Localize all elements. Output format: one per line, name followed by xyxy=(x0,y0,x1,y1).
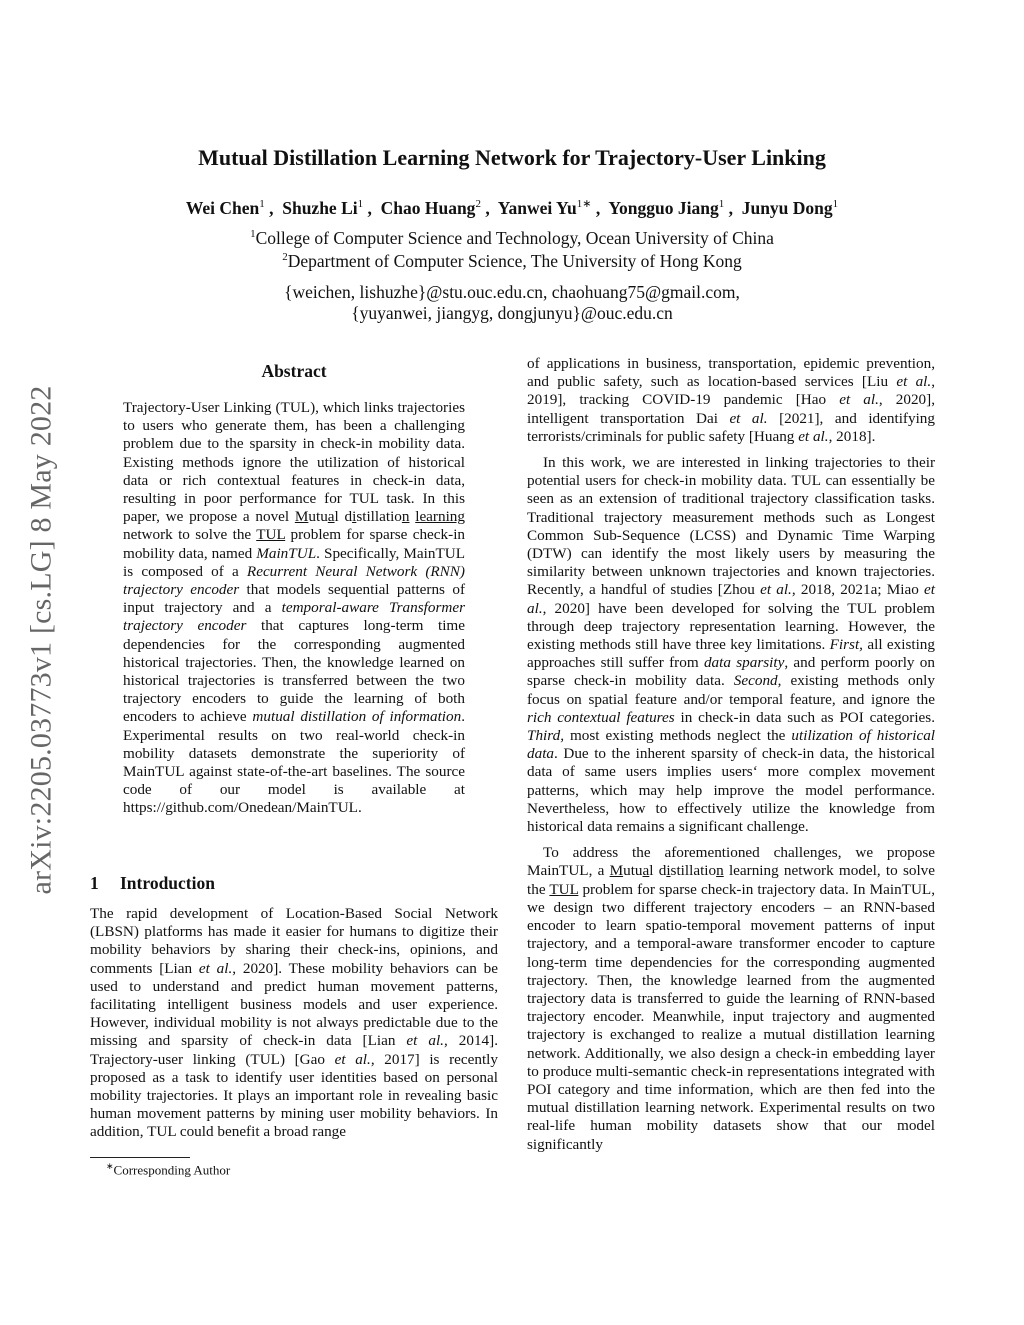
author-affiliation-mark: 1 xyxy=(357,198,364,210)
right-column-text: of applications in business, transportation, epidemic prevention, and public safety, such as location-based services [Liu et al., 2019], tracking COVID-19 pandemic [Hao et al., 2020], intelligent transportation Dai et al. [2021], and identifying terrorists/criminals for public safety [Huang et al., 2018]. In this work, we are interested in linking trajectories to their potential users for check-in mobility data. TUL can essentially be seen as an extension of traditional trajectory classification tasks. Traditional trajectory measurement methods such as Longest Common Sub-Sequence (LCSS) and Dynamic Time Warping (DTW) can identify the most likely users by measuring the similarity between unknown trajectories and known trajectories. Recently, a handful of studies [Zhou et al., 2018, 2021a; Miao et al., 2020] have been developed for solving the TUL problem through deep trajectory representation learning. However, the existing methods still have three key limitations. First, all existing approaches still suffer from data sparsity, and perform poorly on sparse check-in mobility data. Second, existing methods only focus on spatial feature and/or temporal feature, and ignore the rich contextual features in check-in data such as POI categories. Third, most existing methods neglect the utilization of historical data. Due to the inherent sparsity of check-in data, the historical data of same users implies users‘ more complex movement patterns, which may help improve the model performance. Nevertheless, how to effectively utilize the knowledge from historical data remains a significant challenge. To address the aforementioned challenges, we propose MainTUL, a Mutual distillation learning network model, to solve the TUL problem for sparse check-in trajectory data. In MainTUL, we design two different trajectory encoders – an RNN-based encoder to learn spatio-temporal movement patterns of input trajectory, and a temporal-aware transformer encoder to capture long-term time dependencies for the corresponding augmented trajectory. Then, the knowledge learned from the augmented trajectory data is transferred to guide the learning of RNN-based trajectory encoder. Meanwhile, input trajectory and augmented trajectory is exchanged to realize a mutual distillation learning network. Additionally, we also design a check-in embedding layer to produce multi-semantic check-in representations integrated with POI category and time information, which are then fed into the mutual distillation learning network. Experimental results on two real-life human mobility datasets show that our model significantly xyxy=(527,355,936,1153)
author-affiliation-mark: 1 xyxy=(832,198,839,210)
affiliation-mark: 2 xyxy=(282,251,288,264)
author-affiliation-mark: 1∗ xyxy=(576,198,592,210)
footnote-divider xyxy=(90,1157,190,1158)
abstract-text: Trajectory-User Linking (TUL), which links trajectories to users who generate them, has been a challenging problem due to the sparsity in check-in mobility data. Existing methods ignore the utilization of historical data or rich contextual features in check-in data, resulting in poor performance for TUL task. In this paper, we propose a novel Mutual distillation learning network to solve the TUL problem for sparse check-in mobility data, named MainTUL. Specifically, MainTUL is composed of a Recurrent Neural Network (RNN) trajectory encoder that models sequential patterns of input trajectory and a temporal-aware Transformer trajectory encoder that captures long-term time dependencies for the corresponding augmented historical trajectories. Then, the knowledge learned on historical trajectories is transferred between the two trajectory encoders to guide the learning of both encoders to achieve mutual distillation of information. Experimental results on two real-world check-in mobility datasets demonstrate the superiority of MainTUL against state-of-the-art baselines. The source code of our model is available at https://github.com/Onedean/MainTUL. xyxy=(123,399,466,817)
distillation-word: distillation xyxy=(344,508,410,526)
arxiv-identifier xyxy=(16,350,66,930)
affiliation xyxy=(0,228,1024,249)
author-list: Wei Chen$^1$ , Shuzhe Li$^1$ , Chao Huang$^2$ , Yanwei $Yu^{1∗}$ , Yongguo Jiang$^1$ , Junyu Dong$^1$ xyxy=(185,197,839,218)
affiliation-mark: 1 xyxy=(250,228,256,241)
section-title: Introduction xyxy=(120,873,215,893)
section-heading-introduction xyxy=(90,873,215,894)
author-name: Wei Chen xyxy=(185,197,260,218)
footnote-mark: ∗ xyxy=(106,1161,114,1171)
underlined-learning: learning xyxy=(415,508,465,526)
author-name: Yongguo Jiang xyxy=(608,197,719,218)
introduction-text: The rapid development of Location-Based Social Network (LBSN) platforms has made it easier for humans to digitize their mobility behaviors by sharing their check-ins, opinions, and comments [Lian et al., 2020]. These mobility behaviors can be used to understand and predict human movement patterns, facilitating intelligent business models and user experience. However, individual mobility is not always predictable due to the missing and sparsity of check-in data [Lian et al., 2014]. Trajectory-user linking (TUL) [Gao et al., 2017] is recently proposed as a task to identify user identities based on personal mobility trajectories. It plays an important role in revealing basic human movement patterns by mining user mobility behaviors. In addition, TUL could benefit a broad range xyxy=(90,905,498,1141)
section-number: 1 xyxy=(90,873,99,893)
author-emails: {yuyanwei, jiangyg, dongjunyu}@ouc.edu.cn xyxy=(351,303,673,323)
author-affiliation-mark: 2 xyxy=(475,198,481,210)
author-name: Junyu Dong xyxy=(741,197,833,218)
affiliation-text: College of Computer Science and Technology, Ocean University of China xyxy=(255,228,774,248)
author-affiliation-mark: 1 xyxy=(259,198,265,210)
footnote xyxy=(106,1161,230,1178)
author-affiliation-mark: 1 xyxy=(718,198,725,210)
author-emails: {weichen, lishuzhe}@stu.ouc.edu.cn, chaohuang75@gmail.com, xyxy=(284,282,740,302)
underlined-tul: TUL xyxy=(256,526,286,544)
affiliation-text: Department of Computer Science, The University of Hong Kong xyxy=(287,251,742,271)
paper-title: Mutual Distillation Learning Network for Trajectory-User Linking xyxy=(198,145,826,170)
abstract-heading: Abstract xyxy=(261,361,327,381)
footnote-text: Corresponding Author xyxy=(113,1162,231,1178)
author-name: Shuzhe Li xyxy=(282,197,358,218)
affiliation xyxy=(0,251,1024,272)
author-name: Yanwei Yu xyxy=(497,197,577,218)
arxiv-identifier-text: arXiv:2205.03773v1 [cs.LG] 8 May 2022 xyxy=(24,385,57,895)
underlined-mutual: M xyxy=(294,508,309,526)
author-name: Chao Huang xyxy=(380,197,476,218)
